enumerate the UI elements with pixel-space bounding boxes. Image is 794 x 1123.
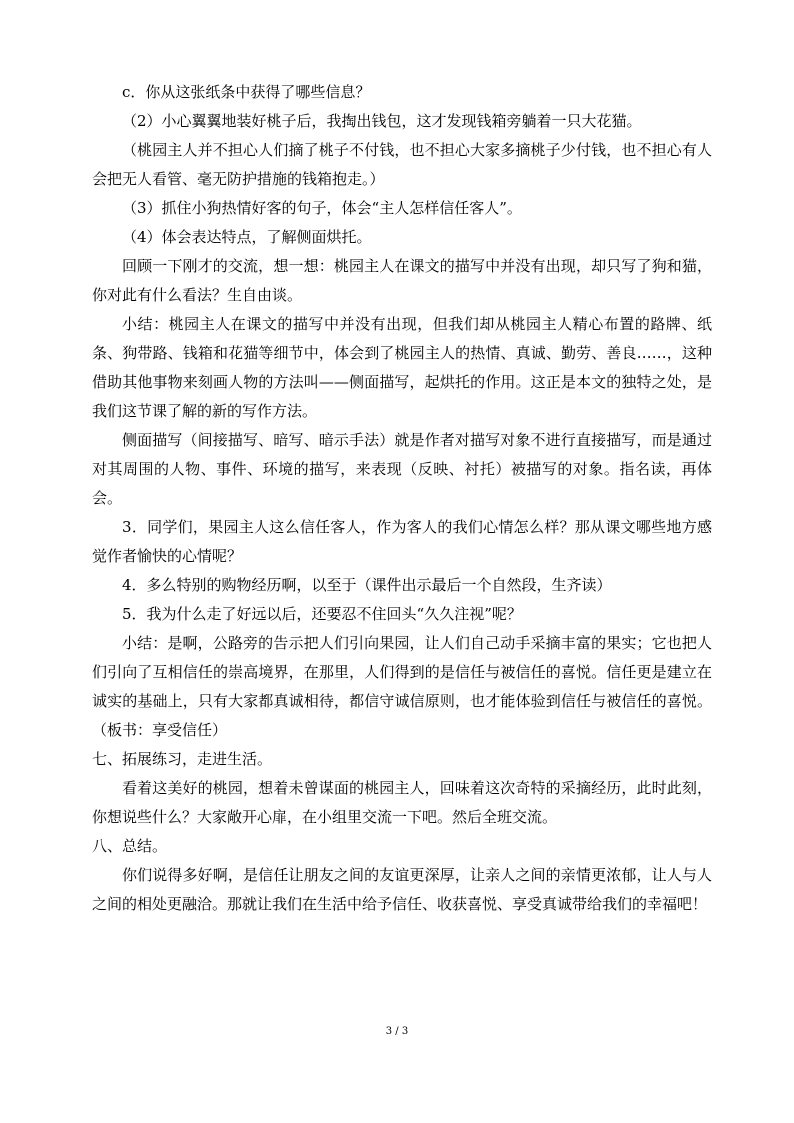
document-body xyxy=(92,78,712,919)
paragraph: c．你从这张纸条中获得了哪些信息？ xyxy=(122,83,371,101)
paragraph: 看着这美好的桃园，想着未曾谋面的桃园主人，回味着这次奇特的采摘经历，此时此刻，你想说些什么？大家敞开心扉，在小组里交流一下吧。然后全班交流。 xyxy=(92,779,712,826)
paragraph: （2）小心翼翼地装好桃子后，我掏出钱包，这才发现钱箱旁躺着一只大花猫。 xyxy=(122,112,642,130)
page-number: 3 / 3 xyxy=(385,1026,409,1037)
section-heading: 八、总结。 xyxy=(92,837,168,855)
section-heading: 七、拓展练习，走进生活。 xyxy=(92,750,273,768)
paragraph: 回顾一下刚才的交流，想一想：桃园主人在课文的描写中并没有出现，却只写了狗和猫，你对此有什么看法？生自由谈。 xyxy=(92,257,712,304)
paragraph: 5．我为什么走了好远以后，还要忍不住回头“久久注视”呢？ xyxy=(122,605,522,623)
paragraph: 侧面描写（间接描写、暗写、暗示手法）就是作者对描写对象不进行直接描写，而是通过对其周围的人物、事件、环境的描写，来表现（反映、衬托）被描写的对象。指名读，再体会。 xyxy=(92,431,712,507)
paragraph: （3）抓住小狗热情好客的句子，体会“主人怎样信任客人”。 xyxy=(122,199,522,217)
paragraph: （4）体会表达特点，了解侧面烘托。 xyxy=(122,228,372,246)
paragraph: 4．多么特别的购物经历啊，以至于（课件出示最后一个自然段，生齐读） xyxy=(122,576,612,594)
paragraph: 你们说得多好啊，是信任让朋友之间的友谊更深厚，让亲人之间的亲情更浓郁，让人与人之间的相处更融洽。那就让我们在生活中给予信任、收获喜悦、享受真诚带给我们的幸福吧！ xyxy=(92,866,712,913)
summary-paragraph: 小结：桃园主人在课文的描写中并没有出现，但我们却从桃园主人精心布置的路牌、纸条、狗带路、钱箱和花猫等细节中，体会到了桃园主人的热情、真诚、勤劳、善良……，这种借助其他事物来刻画人物的方法叫——侧面描写，起烘托的作用。这正是本文的独特之处，是我们这节课了解的新的写作方法。 xyxy=(92,315,712,420)
paragraph: 3．同学们，果园主人这么信任客人，作为客人的我们心情怎么样？那从课文哪些地方感觉作者愉快的心情呢？ xyxy=(92,518,712,565)
paragraph: （桃园主人并不担心人们摘了桃子不付钱，也不担心大家多摘桃子少付钱，也不担心有人会把无人看管、毫无防护措施的钱箱抱走。） xyxy=(92,141,712,188)
summary-paragraph: 小结：是啊，公路旁的告示把人们引向果园，让人们自己动手采摘丰富的果实；它也把人们引向了互相信任的崇高境界，在那里，人们得到的是信任与被信任的喜悦。信任更是建立在诚实的基础上，只有大家都真诚相待，都信守诚信原则，也才能体验到信任与被信任的喜悦。（板书：享受信任） xyxy=(92,634,712,739)
